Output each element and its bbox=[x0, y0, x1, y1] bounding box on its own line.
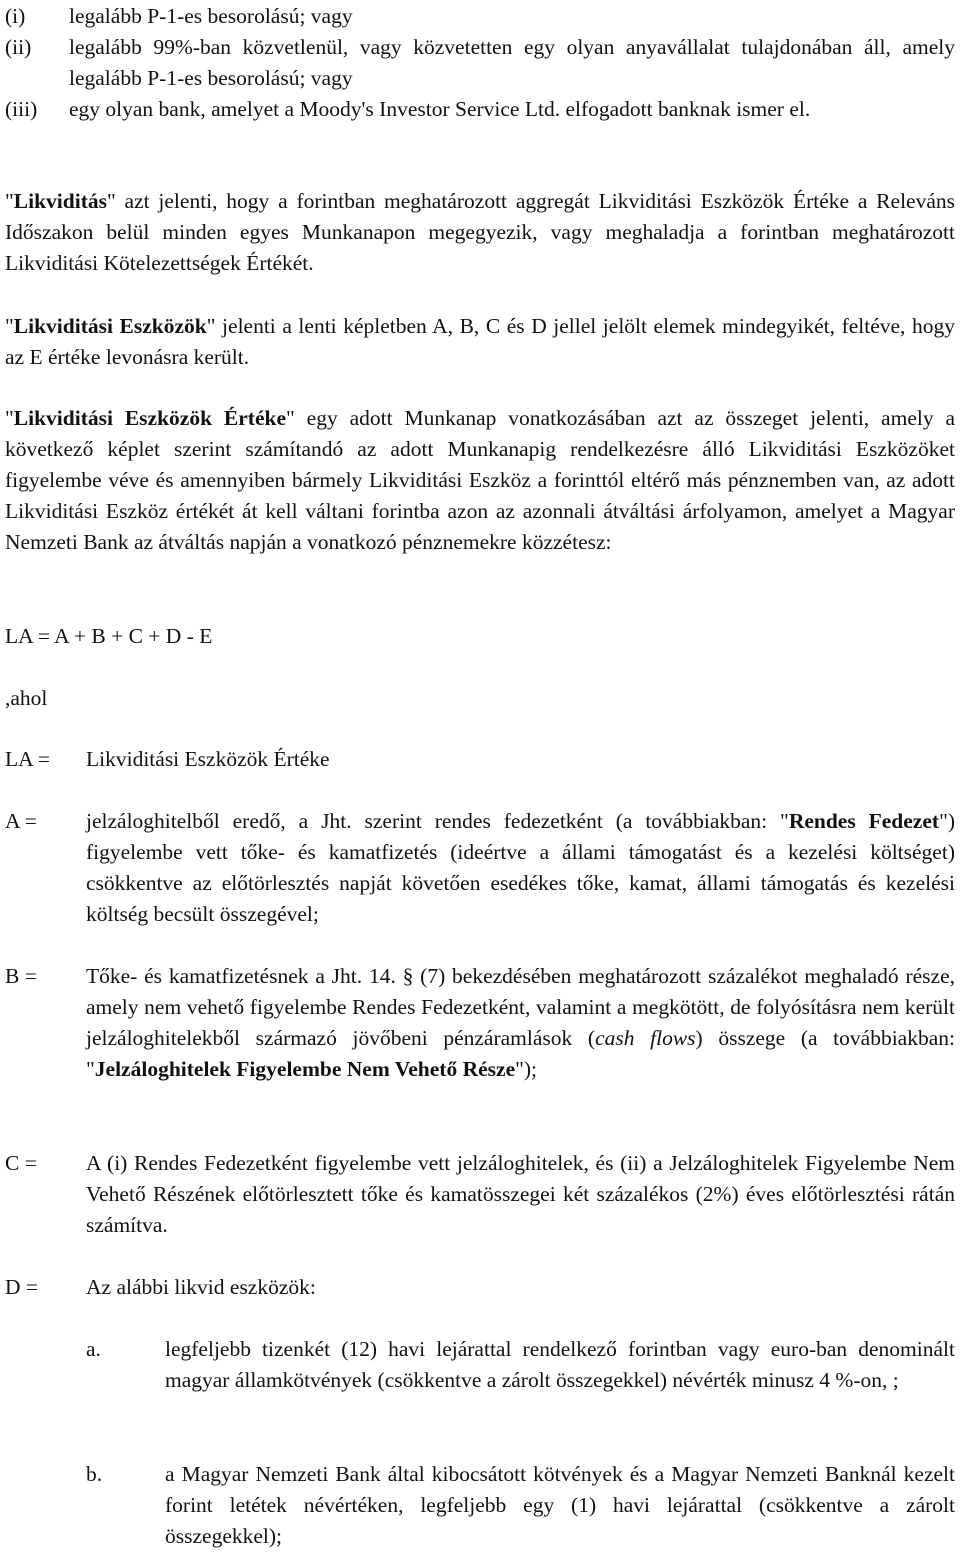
quote-mark: " bbox=[206, 314, 216, 338]
definition-text: jelenti a lenti képletben A, B, C és D jellel jelölt elemek mindegyikét, feltéve, hogy az E értéke levonásra került. bbox=[5, 314, 955, 369]
ahol-text: ,ahol bbox=[5, 686, 48, 710]
list-label: (iii) bbox=[5, 97, 38, 121]
list-text: legalább 99%-ban közvetlenül, vagy közvetetten egy olyan anyavállalat tulajdonában áll, amely legalább P-1-es besorolású; vagy bbox=[69, 35, 955, 90]
sub-item-label: b. bbox=[86, 1462, 103, 1486]
legend-text: Tőke- és kamatfizetésnek a Jht. 14. § (7) bekezdésében meghatározott százalékot meghaladó része, amely nem vehető figyelembe Rendes Fedezetként, valamint a megkötött, de folyósításra nem került jelzáloghitelekből származó jövőbeni pénzáramlások (cash flows) összege (a továbbiakban: "Jelzáloghitelek Figyelembe Nem Vehető Része"); bbox=[86, 964, 955, 1081]
legend-label: A = bbox=[5, 809, 37, 833]
definition-likviditasi-eszkozok bbox=[5, 311, 955, 373]
defined-term: Likviditási Eszközök bbox=[13, 314, 207, 338]
list-text: egy olyan bank, amelyet a Moody's Investor Service Ltd. elfogadott banknak ismer el. bbox=[69, 97, 811, 121]
quote-mark: " bbox=[106, 189, 116, 213]
sub-item-text: legfeljebb tizenkét (12) havi lejárattal rendelkező forintban vagy euro-ban denominált magyar államkötvények (csökkentve a zárolt összegekkel) névérték minusz 4 %-on, ; bbox=[165, 1337, 955, 1392]
legend-b bbox=[5, 961, 955, 1085]
italic-term: cash flows bbox=[595, 1026, 696, 1050]
legend-d bbox=[5, 1272, 955, 1303]
sub-item-label: a. bbox=[86, 1337, 101, 1361]
quote-mark: " bbox=[5, 314, 14, 338]
quote-mark: " bbox=[5, 406, 14, 430]
definition-likviditas bbox=[5, 186, 955, 279]
definition-text: azt jelenti, hogy a forintban meghatározott aggregát Likviditási Eszközök Értéke a Releváns Időszakon belül minden egyes Munkanapon megegyezik, vagy meghaladja a forintban meghatározott Likviditási Kötelezettségek Értékét. bbox=[5, 189, 955, 275]
legend-a bbox=[5, 806, 955, 930]
list-label: (i) bbox=[5, 4, 26, 28]
legend-text: jelzáloghitelből eredő, a Jht. szerint rendes fedezetként (a továbbiakban: "Rendes Fedezet") figyelembe vett tőke- és kamatfizetés (ideértve a állami támogatást és a kezelési költséget) csökkentve az előtörlesztés napját követően esedékes tőke, kamat, állami támogatás és kezelési költség becsült összegével; bbox=[86, 809, 955, 926]
legend-label: B = bbox=[5, 964, 37, 988]
formula: LA = A + B + C + D - E bbox=[5, 624, 213, 648]
quote-mark: " bbox=[5, 189, 14, 213]
definition-text: egy adott Munkanap vonatkozásában azt az összeget jelenti, amely a következő képlet szerint számítandó az adott Munkanapig rendelkezésre álló Likviditási Eszközöket figyelembe véve és amennyiben bármely Likviditási Eszköz a forinttól eltérő más pénznemben van, az adott Likviditási Eszköz értékét át kell váltani forintba azon az azonnali átváltási árfolyamon, amelyet a Magyar Nemzeti Bank az átváltás napján a vonatkozó pénznemekre közzétesz: bbox=[5, 406, 956, 554]
definition-likviditasi-eszkozok-erteke bbox=[5, 403, 955, 558]
defined-term: Likviditás bbox=[13, 189, 107, 213]
sub-item-text: a Magyar Nemzeti Bank által kibocsátott kötvények és a Magyar Nemzeti Banknál kezelt forint letétek névértéken, legfeljebb egy (1) havi lejárattal (csökkentve a zárolt összegekkel); bbox=[165, 1462, 955, 1548]
list-item-ii bbox=[5, 32, 955, 94]
defined-term: Likviditási Eszközök Értéke bbox=[13, 406, 287, 430]
defined-term: Rendes Fedezet bbox=[788, 809, 940, 833]
legend-label: C = bbox=[5, 1151, 37, 1175]
list-item-i bbox=[5, 1, 955, 32]
legend-label: D = bbox=[5, 1275, 39, 1299]
legend-text: A (i) Rendes Fedezetként figyelembe vett jelzáloghitelek, és (ii) a Jelzáloghitelek Figyelembe Nem Vehető Részének előtörlesztett tőke és kamatösszegei két százalékos (2%) éves előtörlesztési rátán számítva. bbox=[86, 1151, 955, 1237]
quote-mark: " bbox=[286, 406, 295, 430]
legend-d-item-a bbox=[5, 1334, 955, 1396]
legend-d-item-b bbox=[5, 1459, 955, 1552]
legend-c bbox=[5, 1148, 955, 1241]
legend-la bbox=[5, 744, 955, 775]
legend-label: LA = bbox=[5, 747, 50, 771]
list-label: (ii) bbox=[5, 35, 32, 59]
legend-text: Az alábbi likvid eszközök: bbox=[86, 1275, 316, 1299]
list-item-iii bbox=[5, 94, 955, 125]
legend-text: Likviditási Eszközök Értéke bbox=[86, 747, 330, 771]
defined-term: Jelzáloghitelek Figyelembe Nem Vehető Része bbox=[94, 1057, 516, 1081]
list-text: legalább P-1-es besorolású; vagy bbox=[69, 4, 353, 28]
